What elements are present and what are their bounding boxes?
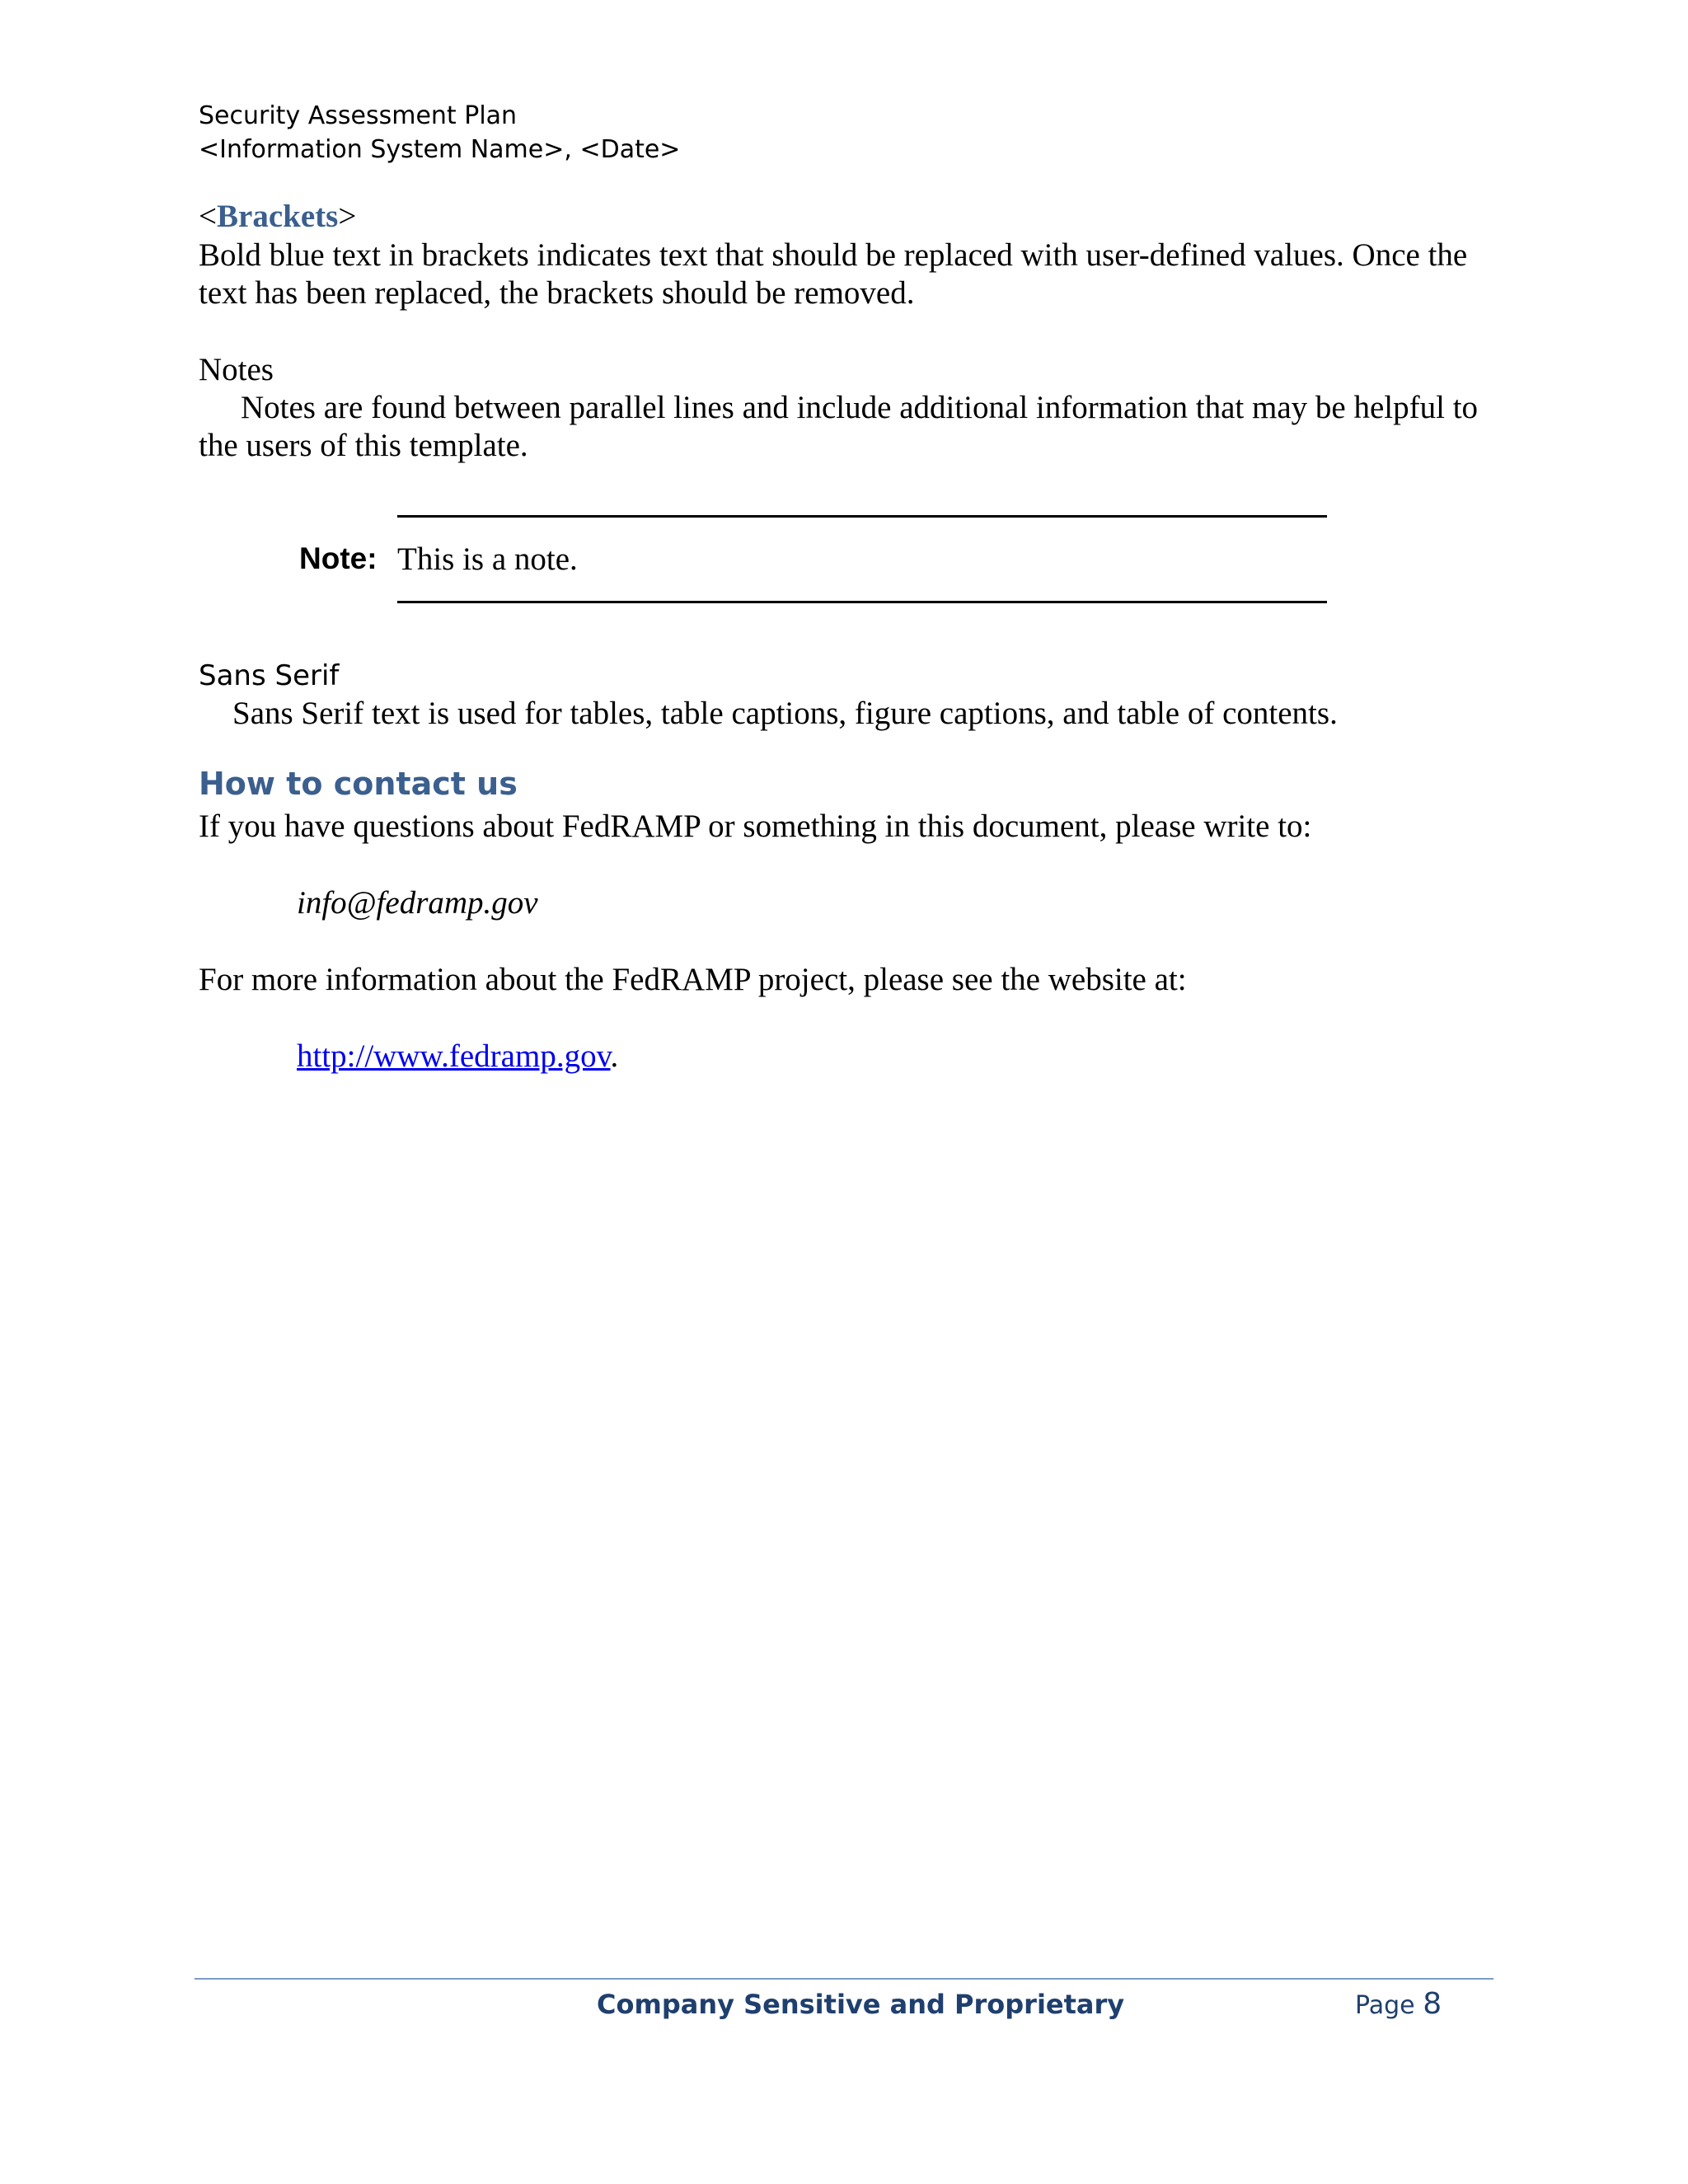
note-text: This is a note. — [397, 541, 578, 577]
brackets-close: > — [338, 199, 357, 234]
sans-serif-description: Sans Serif text is used for tables, table captions, figure captions, and table of contents. — [232, 696, 1338, 731]
note-bottom-rule — [397, 601, 1327, 603]
contact-email: info@fedramp.gov — [297, 885, 538, 921]
website-line — [297, 1038, 618, 1076]
notes-description: Notes are found between parallel lines and include additional information that may be helpful to the users of this template. — [199, 390, 1479, 463]
note-top-rule — [397, 515, 1327, 518]
notes-title: Notes — [199, 352, 274, 387]
brackets-open: < — [199, 199, 217, 234]
page-label: Page — [1355, 1991, 1415, 2020]
more-info-text: For more information about the FedRAMP project, please see the website at: — [199, 962, 1187, 997]
page-number: 8 — [1423, 1987, 1442, 2021]
footer-rule — [195, 1978, 1493, 1980]
website-link[interactable]: http://www.fedramp.gov — [297, 1038, 611, 1074]
sans-serif-title: Sans Serif — [199, 659, 340, 692]
brackets-description: Bold blue text in brackets indicates text that should be replaced with user-defined values. Once the text has been replaced, the brackets should be removed. — [199, 237, 1468, 311]
note-label: Note: — [299, 541, 377, 575]
contact-description: If you have questions about FedRAMP or something in this document, please write to: — [199, 808, 1312, 844]
brackets-title — [199, 198, 356, 236]
footer-classification: Company Sensitive and Proprietary — [597, 1989, 1125, 2020]
footer-page-number — [1355, 1986, 1442, 2024]
header-document-title: Security Assessment Plan — [199, 101, 518, 130]
brackets-word: Brackets — [217, 199, 339, 234]
header-system-name-date: <Information System Name>, <Date> — [199, 135, 681, 164]
contact-heading: How to contact us — [199, 766, 518, 802]
website-period: . — [610, 1038, 619, 1074]
page-header — [199, 99, 680, 166]
